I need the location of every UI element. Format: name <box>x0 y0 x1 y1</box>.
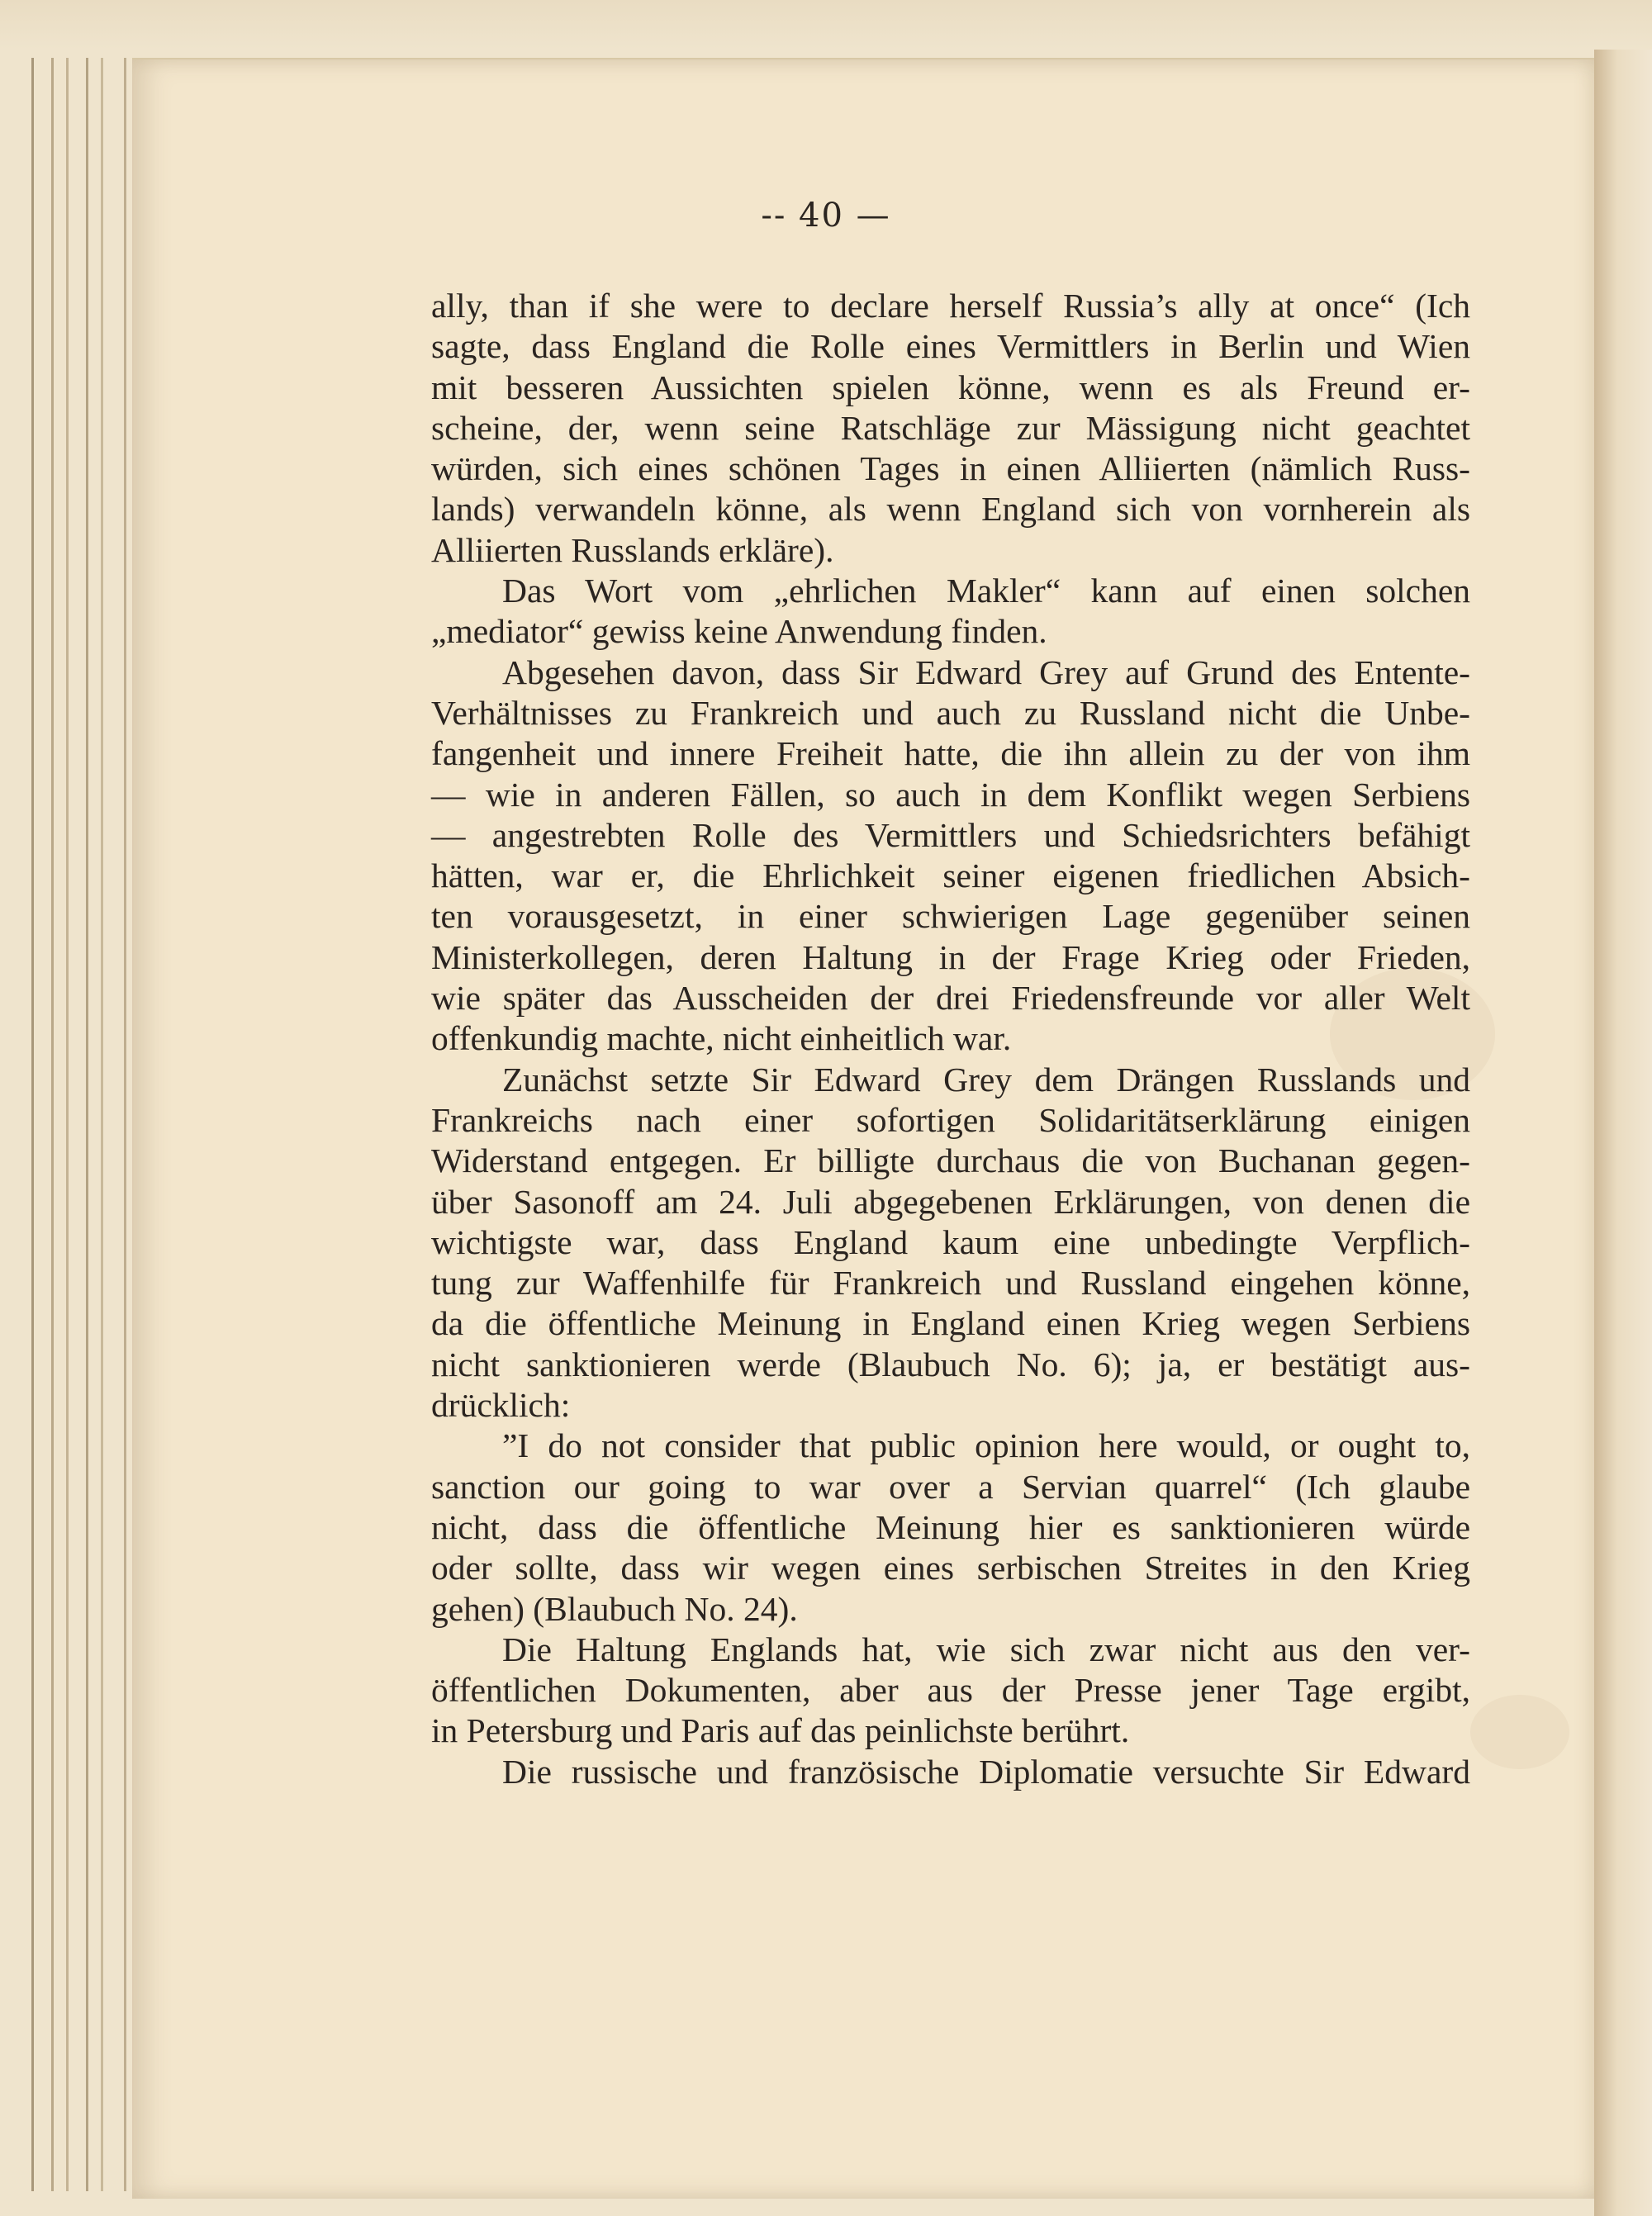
text-line: mit besseren Aussichten spielen könne, wenn es als Freund er- <box>431 368 1470 406</box>
page-edge <box>66 58 69 2191</box>
text-line: würden, sich eines schönen Tages in einen Alliierten (nämlich Russ- <box>431 449 1470 488</box>
text-line: hätten, war er, die Ehrlichkeit seiner eigenen friedlichen Absich- <box>431 857 1470 895</box>
text-line: nicht, dass die öffentliche Meinung hier es sanktionieren würde <box>431 1507 1470 1546</box>
text-line: sanction our going to war over a Servian quarrel“ (Ich glaube <box>431 1467 1470 1506</box>
text-line: Widerstand entgegen. Er billigte durchaus die von Buchanan gegen- <box>431 1141 1470 1180</box>
text-line: sagte, dass England die Rolle eines Vermittlers in Berlin und Wien <box>431 327 1470 366</box>
text-line: oder sollte, dass wir wegen eines serbischen Streites in den Krieg <box>431 1549 1470 1587</box>
text-line: fangenheit und innere Freiheit hatte, die ihn allein zu der von ihm <box>431 734 1470 773</box>
page-edge <box>31 58 34 2191</box>
text-line: öffentlichen Dokumenten, aber aus der Presse jener Tage ergibt, <box>431 1671 1470 1710</box>
text-line: drücklich: <box>431 1386 571 1425</box>
text-line: — wie in anderen Fällen, so auch in dem Konflikt wegen Serbiens <box>431 775 1470 814</box>
text-line: Frankreichs nach einer sofortigen Solidaritätserklärung einigen <box>431 1100 1470 1139</box>
top-shadow <box>0 0 1652 50</box>
page-edge <box>101 58 103 2191</box>
text-line: scheine, der, wenn seine Ratschläge zur Mässigung nicht geachtet <box>431 408 1470 447</box>
text-line: ally, than if she were to declare herself Russia’s ally at once“ (Ich <box>431 287 1470 325</box>
page-edge <box>86 58 88 2191</box>
text-line: tung zur Waffenhilfe für Frankreich und Russland eingehen könne, <box>431 1264 1470 1303</box>
text-line: ten vorausgesetzt, in einer schwierigen Lage gegenüber seinen <box>431 897 1470 936</box>
text-line: Abgesehen davon, dass Sir Edward Grey auf Grund des Entente- <box>502 652 1470 691</box>
text-line: in Petersburg und Paris auf das peinlichste berührt. <box>431 1711 1130 1750</box>
text-line: offenkundig machte, nicht einheitlich war. <box>431 1019 1012 1058</box>
text-line: wie später das Ausscheiden der drei Friedensfreunde vor aller Welt <box>431 979 1470 1018</box>
text-line: Das Wort vom „ehrlichen Makler“ kann auf einen solchen <box>502 572 1470 610</box>
text-line: wichtigste war, dass England kaum eine unbedingte Verpflich- <box>431 1222 1470 1261</box>
page-number: -- 40 — <box>761 197 891 235</box>
text-line: da die öffentliche Meinung in England einen Krieg wegen Serbiens <box>431 1304 1470 1343</box>
text-line: ”I do not consider that public opinion here would, or ought to, <box>502 1426 1470 1465</box>
text-line: Die russische und französische Diplomatie versuchte Sir Edward <box>502 1752 1470 1791</box>
text-line: — angestrebten Rolle des Vermittlers und Schiedsrichters befähigt <box>431 815 1470 854</box>
text-line: Alliierten Russlands erkläre). <box>431 530 834 569</box>
text-line: Zunächst setzte Sir Edward Grey dem Drängen Russlands und <box>502 1060 1470 1099</box>
text-line: über Sasonoff am 24. Juli abgegebenen Erklärungen, von denen die <box>431 1182 1470 1221</box>
text-line: Ministerkollegen, deren Haltung in der Frage Krieg oder Frieden, <box>431 937 1470 976</box>
text-line: Die Haltung Englands hat, wie sich zwar nicht aus den ver- <box>502 1630 1470 1668</box>
text-line: „mediator“ gewiss keine Anwendung finden. <box>431 612 1047 651</box>
body-text <box>431 286 1470 1792</box>
text-line: gehen) (Blaubuch No. 24). <box>431 1589 798 1628</box>
page-edge <box>124 58 126 2191</box>
binding-edge <box>1594 50 1652 2216</box>
text-line: lands) verwandeln könne, als wenn England sich von vornherein als <box>431 490 1470 529</box>
page-edge <box>51 58 54 2191</box>
text-line: nicht sanktionieren werde (Blaubuch No. 6); ja, er bestätigt aus- <box>431 1345 1470 1383</box>
paper-stain <box>1470 1695 1569 1769</box>
text-line: Verhältnisses zu Frankreich und auch zu Russland nicht die Unbe- <box>431 693 1470 732</box>
